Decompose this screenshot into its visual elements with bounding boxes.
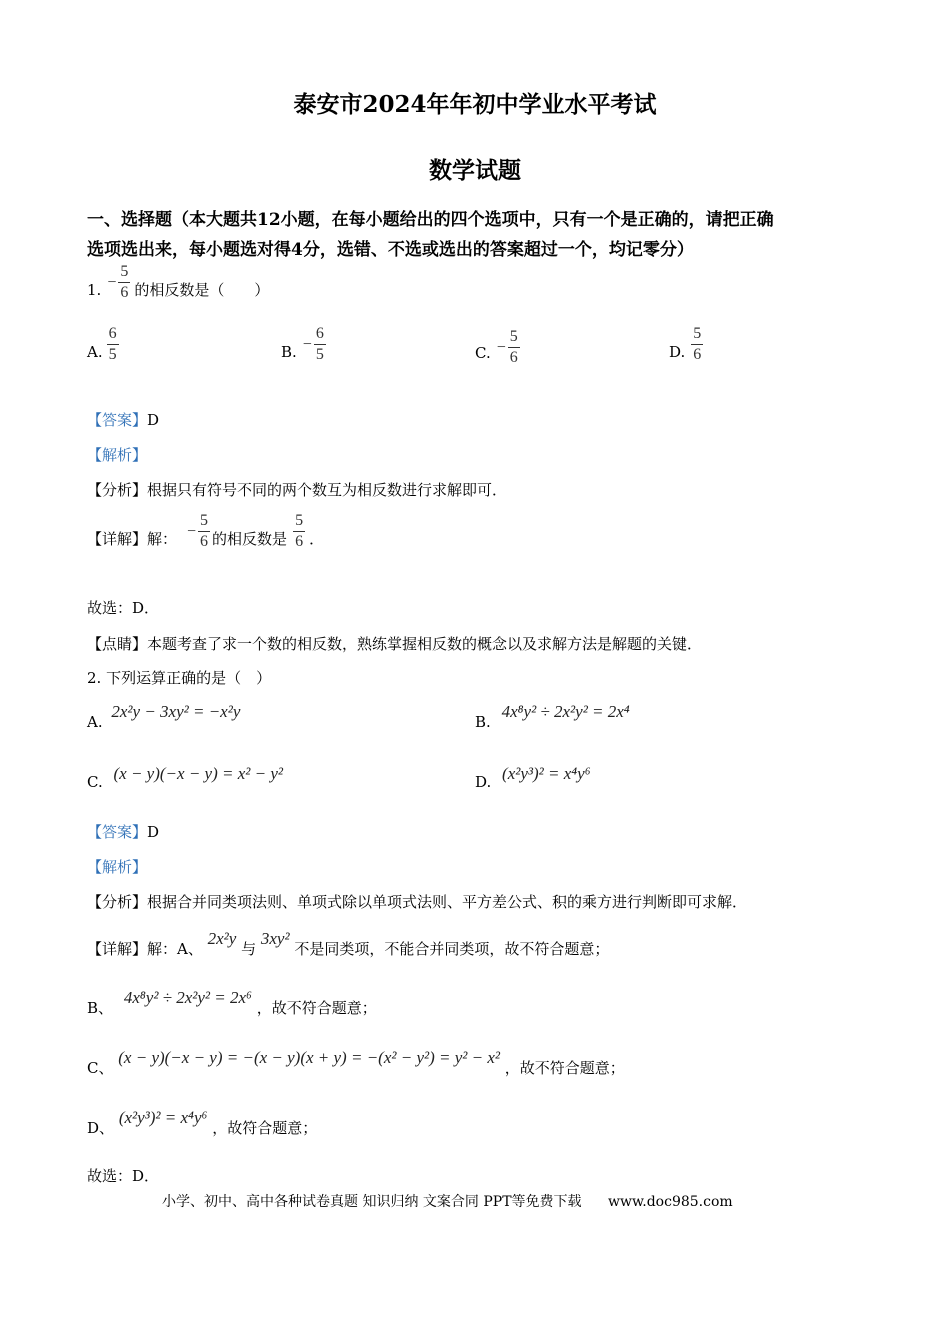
option-expression: (x − y)(−x − y) = x² − y² <box>113 764 283 783</box>
numerator: 5 <box>200 512 209 529</box>
denominator: 5 <box>315 346 324 363</box>
detail-text: ，故不符合题意； <box>256 999 377 1017</box>
detail-d <box>87 1107 318 1137</box>
denominator: 5 <box>108 346 117 363</box>
minus-sign: − <box>187 522 197 540</box>
review-text: 【点睛】本题考查了求一个数的相反数，熟练掌握相反数的概念以及求解方法是解题的关键． <box>87 635 703 653</box>
page-title: 泰安市2024年年初中学业水平考试 <box>293 91 657 118</box>
option-expression: (x²y³)² = x⁴y⁶ <box>502 764 591 783</box>
answer-value: D <box>147 823 160 841</box>
detail-prefix: D、 <box>87 1119 115 1137</box>
detail-mid: 的相反数是 <box>212 530 288 548</box>
denominator: 6 <box>200 533 209 550</box>
numerator: 6 <box>108 325 117 342</box>
analysis-tag: 【解析】 <box>87 858 148 876</box>
denominator: 6 <box>120 284 129 301</box>
denominator: 6 <box>509 349 518 366</box>
detail-b <box>87 987 377 1017</box>
detail-text: ，故不符合题意； <box>504 1059 625 1077</box>
option-c <box>475 327 520 368</box>
numerator: 6 <box>315 325 324 342</box>
detail-expression: (x − y)(−x − y) = −(x − y)(x + y) = −(x² − y²) = y² − x² <box>118 1048 500 1067</box>
fraction <box>107 324 119 365</box>
detail-line <box>87 511 324 552</box>
answer-line <box>87 821 159 842</box>
question-number: 1. <box>87 280 102 299</box>
detail-prefix: B、 <box>87 999 114 1017</box>
analysis-text: 【分析】根据合并同类项法则、单项式除以单项式法则、平方差公式、积的乘方进行判断即可求解． <box>87 893 748 911</box>
fraction <box>198 511 210 552</box>
option-label: D. <box>475 773 492 791</box>
detail-expression: 4x⁸y² ÷ 2x²y² = 2x⁶ <box>123 988 252 1007</box>
option-d <box>475 764 591 791</box>
fraction <box>508 327 520 368</box>
option-label: D. <box>669 342 686 361</box>
footer-text: 小学、初中、高中各种试卷真题 知识归纳 文案合同 PPT等免费下载 <box>162 1194 582 1210</box>
option-a <box>87 702 241 731</box>
numerator: 5 <box>295 512 304 529</box>
detail-expression: 2x²y <box>207 929 237 948</box>
detail-a <box>87 928 610 958</box>
detail-expression: (x²y³)² = x⁴y⁶ <box>118 1108 208 1127</box>
numerator: 5 <box>509 328 518 345</box>
detail-prefix: 【详解】解：A、 <box>87 940 203 958</box>
question-stem: 的相反数是（ ） <box>134 281 270 299</box>
answer-tag: 【答案】 <box>87 823 148 841</box>
minus-sign: − <box>496 338 506 356</box>
choose-line: 故选：D． <box>87 1167 160 1185</box>
option-label: B. <box>475 713 491 731</box>
detail-text: 不是同类项，不能合并同类项，故不符合题意； <box>294 940 610 958</box>
detail-expression: 3xy² <box>260 929 290 948</box>
minus-sign: − <box>302 335 312 353</box>
option-b <box>475 702 630 731</box>
footer-url[interactable]: www.doc985.com <box>607 1194 733 1210</box>
option-label: C. <box>87 773 103 791</box>
analysis-tag: 【解析】 <box>87 446 148 464</box>
detail-prefix: C、 <box>87 1059 114 1077</box>
option-label: C. <box>475 343 491 362</box>
option-c <box>87 764 283 791</box>
detail-c <box>87 1047 625 1077</box>
choose-line: 故选：D． <box>87 599 160 617</box>
denominator: 6 <box>693 346 702 363</box>
option-label: B. <box>281 342 297 361</box>
fraction <box>293 511 305 552</box>
option-b <box>281 324 326 365</box>
numerator: 5 <box>120 263 129 280</box>
fraction <box>314 324 326 365</box>
option-label: A. <box>87 713 103 731</box>
detail-prefix: 【详解】解： <box>87 530 178 548</box>
detail-text: ，故符合题意； <box>212 1119 318 1137</box>
question-2: 2. 下列运算正确的是（ ） <box>87 669 272 687</box>
option-label: A. <box>87 342 103 361</box>
section-heading-line2: 选项选出来，每小题选对得4分，选错、不选或选出的答案超过一个，均记零分） <box>87 240 694 260</box>
denominator: 6 <box>295 533 304 550</box>
option-d <box>669 324 703 365</box>
answer-tag: 【答案】 <box>87 411 148 429</box>
analysis-text: 【分析】根据只有符号不同的两个数互为相反数进行求解即可． <box>87 481 508 499</box>
section-heading-line1: 一、选择题（本大题共12小题，在每小题给出的四个选项中，只有一个是正确的，请把正确 <box>87 210 774 230</box>
page-subtitle: 数学试题 <box>429 157 521 184</box>
fraction <box>118 262 130 303</box>
option-expression: 4x⁸y² ÷ 2x²y² = 2x⁴ <box>501 702 630 721</box>
detail-connector: 与 <box>241 940 257 958</box>
option-a <box>87 324 119 365</box>
answer-line <box>87 409 159 430</box>
numerator: 5 <box>693 325 702 342</box>
footer <box>162 1191 733 1211</box>
detail-end: ． <box>309 530 325 548</box>
answer-value: D <box>147 411 160 429</box>
fraction <box>691 324 703 365</box>
minus-sign: − <box>107 273 117 291</box>
option-expression: 2x²y − 3xy² = −x²y <box>111 702 241 721</box>
question-1 <box>87 262 269 303</box>
